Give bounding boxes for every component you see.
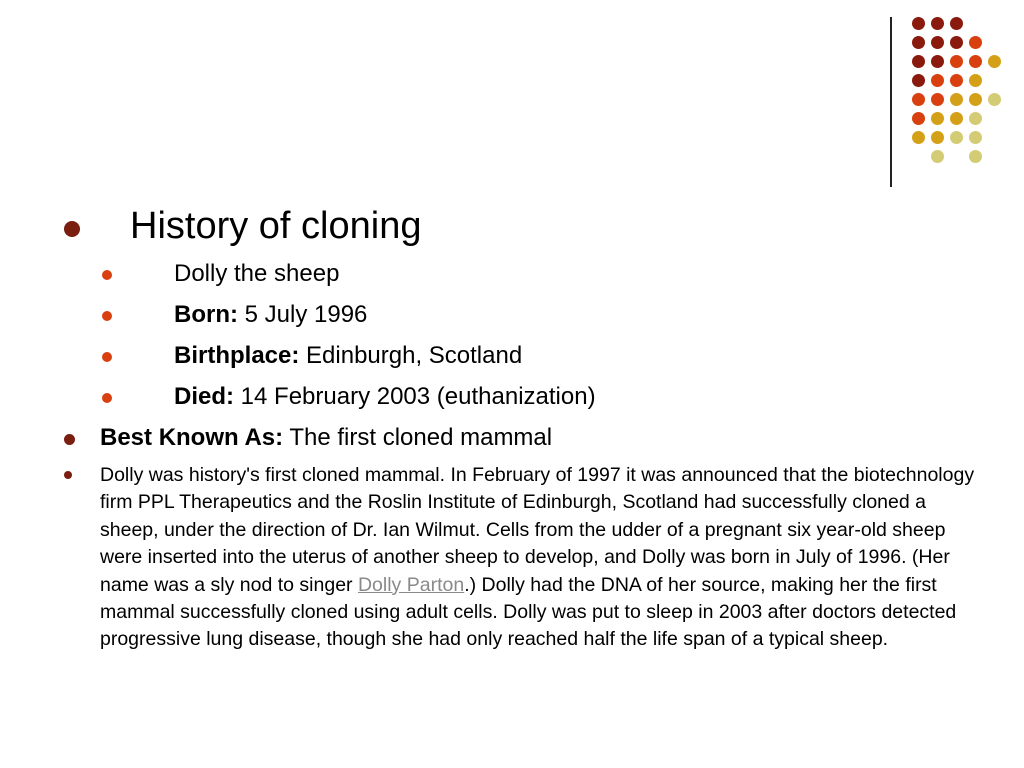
born-label: Born:	[174, 301, 238, 328]
bullet-dot-icon	[64, 471, 72, 479]
birthplace-label: Birthplace:	[174, 342, 300, 369]
bullet-dot-icon	[102, 393, 112, 403]
died-label: Died:	[174, 383, 234, 410]
item-birthplace	[174, 342, 522, 370]
bullet-dot-icon	[102, 311, 112, 321]
paragraph-text-start: Dolly was history's first cloned mammal. In February of 1997 it was announced that the biotechnology firm PPL Therapeutics and the Roslin Institute of Edinburgh, Scotland had successfully cloned a sheep, under the direction of Dr. Ian Wilmut. Cells from the udder of a pregnant six year-old sheep were inserted into the uterus of another sheep to develop, and Dolly was born in July of 1996. (Her name was a sly nod to singer	[100, 464, 975, 596]
dolly-parton-link[interactable]: Dolly Parton	[357, 573, 465, 596]
item-best-known-as	[100, 424, 552, 452]
dolly-description-paragraph	[100, 462, 980, 654]
item-died	[174, 383, 596, 411]
best-known-value: The first cloned mammal	[283, 424, 553, 451]
item-born	[174, 301, 367, 329]
bullet-dot-icon	[64, 434, 75, 445]
bullet-dot-icon	[64, 221, 80, 237]
born-value: 5 July 1996	[237, 301, 368, 328]
birthplace-value: Edinburgh, Scotland	[299, 342, 523, 369]
bullet-dot-icon	[102, 352, 112, 362]
died-value: 14 February 2003 (euthanization)	[234, 383, 596, 410]
paragraph-text-end: .) Dolly had the DNA of her source, making her the first mammal successfully cloned using adult cells. Dolly was put to sleep in 2003 after doctors detected progressive lung disease, though she had only reached half the life span of a typical sheep.	[100, 573, 957, 651]
heading-history-of-cloning: History of cloning	[130, 205, 422, 247]
item-dolly-the-sheep: Dolly the sheep	[174, 260, 340, 287]
best-known-label: Best Known As:	[100, 424, 284, 451]
bullet-dot-icon	[102, 270, 112, 280]
